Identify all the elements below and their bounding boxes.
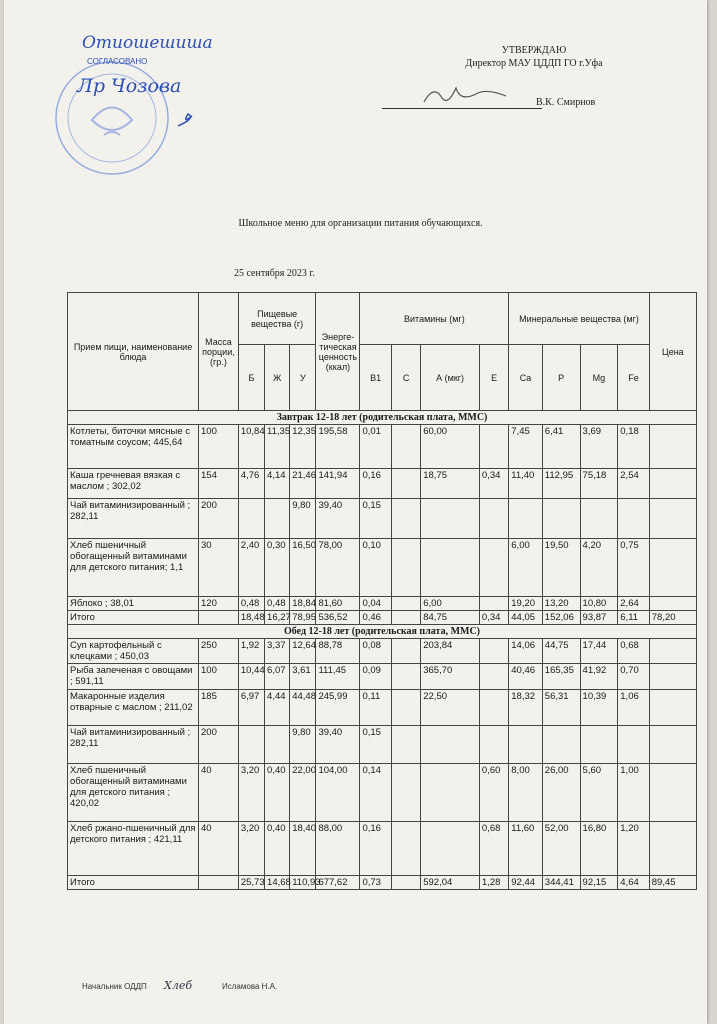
table-cell xyxy=(391,822,420,876)
table-cell xyxy=(479,539,508,597)
table-cell: 52,00 xyxy=(542,822,580,876)
table-cell: 3,61 xyxy=(290,664,316,690)
table-cell xyxy=(649,539,696,597)
table-row xyxy=(68,822,697,876)
table-cell xyxy=(238,499,264,539)
table-cell xyxy=(265,726,290,764)
table-cell: 4,14 xyxy=(265,469,290,499)
table-cell xyxy=(421,726,480,764)
table-cell: 40 xyxy=(199,764,239,822)
menu-table-body xyxy=(68,411,697,890)
dish-name: Каша гречневая вязкая с маслом ; 302,02 xyxy=(68,469,199,499)
table-cell: 0,75 xyxy=(618,539,649,597)
table-cell: 365,70 xyxy=(421,664,480,690)
table-cell: 0,68 xyxy=(479,822,508,876)
table-cell: 7,45 xyxy=(509,425,543,469)
table-cell: 110,93 xyxy=(290,876,316,890)
header-mass: Масса порции, (гр.) xyxy=(199,293,239,411)
dish-name: Макаронные изделия отварные с маслом ; 211,02 xyxy=(68,690,199,726)
table-cell: 0,15 xyxy=(360,726,391,764)
table-cell: 111,45 xyxy=(316,664,360,690)
table-cell xyxy=(421,822,480,876)
table-cell: 4,44 xyxy=(265,690,290,726)
table-cell xyxy=(391,539,420,597)
footer-signature xyxy=(162,976,202,994)
table-cell: 0,40 xyxy=(265,822,290,876)
table-cell xyxy=(649,764,696,822)
table-cell: 16,80 xyxy=(580,822,618,876)
header-mg: Mg xyxy=(580,345,618,411)
table-cell: 6,00 xyxy=(509,539,543,597)
table-cell: 0,34 xyxy=(479,469,508,499)
table-cell: 0,48 xyxy=(238,597,264,611)
table-cell: 18,32 xyxy=(509,690,543,726)
header-b: Б xyxy=(238,345,264,411)
table-cell: 10,39 xyxy=(580,690,618,726)
table-cell xyxy=(421,499,480,539)
table-cell: 0,73 xyxy=(360,876,391,890)
approval-stamp xyxy=(52,33,213,180)
dish-name: Суп картофельный с клецками ; 450,03 xyxy=(68,639,199,664)
table-cell xyxy=(542,499,580,539)
table-cell: 4,20 xyxy=(580,539,618,597)
table-cell: 19,20 xyxy=(509,597,543,611)
table-cell: 0,40 xyxy=(265,764,290,822)
header-e: Е xyxy=(479,345,508,411)
table-cell: 3,37 xyxy=(265,639,290,664)
table-cell xyxy=(479,499,508,539)
header-fe: Fe xyxy=(618,345,649,411)
table-cell: 344,41 xyxy=(542,876,580,890)
table-cell: 0,01 xyxy=(360,425,391,469)
header-vitamins: Витамины (мг) xyxy=(360,293,509,345)
table-row xyxy=(68,469,697,499)
dish-name: Хлеб пшеничный обогащенный витаминами для детского питания ; 420,02 xyxy=(68,764,199,822)
table-cell: 17,44 xyxy=(580,639,618,664)
dish-name: Чай витаминизированный ; 282,11 xyxy=(68,499,199,539)
table-cell: 100 xyxy=(199,664,239,690)
table-cell xyxy=(391,876,420,890)
table-cell: 5,60 xyxy=(580,764,618,822)
table-cell: 88,00 xyxy=(316,822,360,876)
table-cell: 200 xyxy=(199,726,239,764)
table-cell: 78,20 xyxy=(649,611,696,625)
table-cell: 11,35 xyxy=(265,425,290,469)
table-cell: 26,00 xyxy=(542,764,580,822)
section-row xyxy=(68,411,697,425)
table-cell: 0,08 xyxy=(360,639,391,664)
dish-name: Итого xyxy=(68,876,199,890)
dish-name: Хлеб ржано-пшеничный для детского питания ; 421,11 xyxy=(68,822,199,876)
table-cell xyxy=(649,639,696,664)
table-cell: 22,00 xyxy=(290,764,316,822)
table-cell: 12,35 xyxy=(290,425,316,469)
approval-position: Директор МАУ ЦДДП ГО г.Уфа xyxy=(465,58,603,69)
table-cell: 92,44 xyxy=(509,876,543,890)
page-title: Школьное меню для организации питания обучающихся. xyxy=(238,218,483,229)
table-cell: 6,97 xyxy=(238,690,264,726)
table-cell: 16,27 xyxy=(265,611,290,625)
table-cell xyxy=(649,425,696,469)
header-price: Цена xyxy=(649,293,696,411)
table-cell: 9,80 xyxy=(290,726,316,764)
table-cell xyxy=(479,726,508,764)
table-cell: 40 xyxy=(199,822,239,876)
table-cell: 104,00 xyxy=(316,764,360,822)
table-cell xyxy=(649,726,696,764)
table-cell: 92,15 xyxy=(580,876,618,890)
table-cell: 154 xyxy=(199,469,239,499)
table-row xyxy=(68,690,697,726)
table-cell: 0,10 xyxy=(360,539,391,597)
table-cell: 0,16 xyxy=(360,469,391,499)
table-cell: 3,20 xyxy=(238,764,264,822)
table-cell xyxy=(580,499,618,539)
table-cell xyxy=(391,664,420,690)
svg-text:Лр Чозова: Лр Чозова xyxy=(77,75,182,97)
footer-position: Начальник ОДДП xyxy=(82,982,147,991)
table-cell: 1,28 xyxy=(479,876,508,890)
table-cell xyxy=(199,611,239,625)
table-cell: 0,14 xyxy=(360,764,391,822)
document-page xyxy=(4,0,707,1024)
table-cell: 14,68 xyxy=(265,876,290,890)
table-cell: 56,31 xyxy=(542,690,580,726)
table-cell: 2,54 xyxy=(618,469,649,499)
table-cell: 0,15 xyxy=(360,499,391,539)
header-energy: Энерге-тическая ценность (ккал) xyxy=(316,293,360,411)
table-cell: 2,40 xyxy=(238,539,264,597)
table-cell: 10,44 xyxy=(238,664,264,690)
table-cell xyxy=(238,726,264,764)
svg-text:Хлеб: Хлеб xyxy=(164,979,193,992)
table-cell: 250 xyxy=(199,639,239,664)
table-cell: 100 xyxy=(199,425,239,469)
table-row xyxy=(68,611,697,625)
table-cell: 536,52 xyxy=(316,611,360,625)
table-cell: 245,99 xyxy=(316,690,360,726)
approval-heading: УТВЕРЖДАЮ xyxy=(501,45,567,56)
table-cell: 0,34 xyxy=(479,611,508,625)
table-cell xyxy=(421,764,480,822)
table-cell: 84,75 xyxy=(421,611,480,625)
dish-name: Котлеты, биточки мясные с томатным соусом; 445,64 xyxy=(68,425,199,469)
table-cell xyxy=(479,425,508,469)
table-cell: 3,20 xyxy=(238,822,264,876)
table-cell: 75,18 xyxy=(580,469,618,499)
table-cell xyxy=(580,726,618,764)
table-cell: 3,69 xyxy=(580,425,618,469)
table-cell: 44,05 xyxy=(509,611,543,625)
table-cell: 22,50 xyxy=(421,690,480,726)
table-cell xyxy=(479,690,508,726)
header-p: P xyxy=(542,345,580,411)
section-title: Обед 12-18 лет (родительская плата, ММС) xyxy=(68,625,697,639)
table-row xyxy=(68,425,697,469)
table-row xyxy=(68,539,697,597)
table-row xyxy=(68,639,697,664)
table-cell: 14,06 xyxy=(509,639,543,664)
table-cell: 0,48 xyxy=(265,597,290,611)
section-row xyxy=(68,625,697,639)
table-cell: 0,11 xyxy=(360,690,391,726)
dish-name: Яблоко ; 38,01 xyxy=(68,597,199,611)
approval-block xyxy=(424,44,644,108)
table-cell xyxy=(649,499,696,539)
table-cell: 2,64 xyxy=(618,597,649,611)
table-cell: 0,16 xyxy=(360,822,391,876)
table-cell: 18,40 xyxy=(290,822,316,876)
table-cell: 200 xyxy=(199,499,239,539)
table-cell: 10,84 xyxy=(238,425,264,469)
table-cell: 6,41 xyxy=(542,425,580,469)
menu-date: 25 сентября 2023 г. xyxy=(234,268,315,279)
table-cell: 44,48 xyxy=(290,690,316,726)
table-cell: 81,60 xyxy=(316,597,360,611)
table-cell: 39,40 xyxy=(316,499,360,539)
table-row xyxy=(68,726,697,764)
table-cell: 11,40 xyxy=(509,469,543,499)
table-cell xyxy=(649,822,696,876)
table-cell xyxy=(391,597,420,611)
dish-name: Рыба запеченая с овощами ; 591,11 xyxy=(68,664,199,690)
table-row xyxy=(68,597,697,611)
table-cell: 19,50 xyxy=(542,539,580,597)
svg-text:СОГЛАСОВАНО: СОГЛАСОВАНО xyxy=(87,57,148,66)
dish-name: Итого xyxy=(68,611,199,625)
table-cell: 4,76 xyxy=(238,469,264,499)
header-b1: В1 xyxy=(360,345,391,411)
table-cell: 6,07 xyxy=(265,664,290,690)
table-cell xyxy=(391,469,420,499)
table-cell xyxy=(649,690,696,726)
table-row xyxy=(68,764,697,822)
table-cell xyxy=(618,726,649,764)
table-cell xyxy=(391,726,420,764)
table-cell xyxy=(265,499,290,539)
table-row xyxy=(68,664,697,690)
table-cell xyxy=(649,664,696,690)
table-cell: 12,64 xyxy=(290,639,316,664)
table-cell xyxy=(199,876,239,890)
table-cell: 120 xyxy=(199,597,239,611)
table-cell: 6,00 xyxy=(421,597,480,611)
table-cell: 18,48 xyxy=(238,611,264,625)
menu-table xyxy=(67,292,697,890)
table-cell: 152,06 xyxy=(542,611,580,625)
table-cell: 30 xyxy=(199,539,239,597)
table-cell: 78,00 xyxy=(316,539,360,597)
header-zh: Ж xyxy=(265,345,290,411)
table-cell: 1,06 xyxy=(618,690,649,726)
table-cell: 41,92 xyxy=(580,664,618,690)
table-cell: 0,70 xyxy=(618,664,649,690)
table-cell xyxy=(649,597,696,611)
table-cell xyxy=(479,639,508,664)
table-cell: 16,50 xyxy=(290,539,316,597)
table-cell: 1,00 xyxy=(618,764,649,822)
table-cell: 18,75 xyxy=(421,469,480,499)
table-cell: 112,95 xyxy=(542,469,580,499)
table-cell: 60,00 xyxy=(421,425,480,469)
table-cell: 165,35 xyxy=(542,664,580,690)
table-cell: 6,11 xyxy=(618,611,649,625)
table-cell xyxy=(391,499,420,539)
table-cell: 40,46 xyxy=(509,664,543,690)
table-cell: 9,80 xyxy=(290,499,316,539)
table-cell xyxy=(391,611,420,625)
footer-name: Исламова Н.А. xyxy=(222,982,278,991)
table-cell: 44,75 xyxy=(542,639,580,664)
table-cell xyxy=(391,639,420,664)
dish-name: Чай витаминизированный ; 282,11 xyxy=(68,726,199,764)
header-ca: Ca xyxy=(509,345,543,411)
table-cell: 0,04 xyxy=(360,597,391,611)
table-cell: 0,46 xyxy=(360,611,391,625)
header-minerals: Минеральные вещества (мг) xyxy=(509,293,649,345)
signature-line xyxy=(382,108,542,109)
table-cell: 11,60 xyxy=(509,822,543,876)
header-a: А (мкг) xyxy=(421,345,480,411)
approval-signer: В.К. Смирнов xyxy=(536,97,596,108)
table-cell xyxy=(618,499,649,539)
table-cell: 0,60 xyxy=(479,764,508,822)
table-cell: 78,95 xyxy=(290,611,316,625)
table-cell: 203,84 xyxy=(421,639,480,664)
table-cell xyxy=(479,664,508,690)
header-c: С xyxy=(391,345,420,411)
table-row xyxy=(68,499,697,539)
table-cell: 21,46 xyxy=(290,469,316,499)
table-cell: 1,20 xyxy=(618,822,649,876)
section-title: Завтрак 12-18 лет (родительская плата, ММС) xyxy=(68,411,697,425)
table-cell: 0,18 xyxy=(618,425,649,469)
table-cell: 13,20 xyxy=(542,597,580,611)
table-cell xyxy=(391,764,420,822)
table-cell: 25,73 xyxy=(238,876,264,890)
header-u: У xyxy=(290,345,316,411)
table-cell: 141,94 xyxy=(316,469,360,499)
table-cell xyxy=(421,539,480,597)
table-cell: 0,30 xyxy=(265,539,290,597)
dish-name: Хлеб пшеничный обогащенный витаминами для детского питания; 1,1 xyxy=(68,539,199,597)
table-cell: 39,40 xyxy=(316,726,360,764)
table-cell: 18,84 xyxy=(290,597,316,611)
table-cell: 592,04 xyxy=(421,876,480,890)
table-cell xyxy=(542,726,580,764)
table-cell: 4,64 xyxy=(618,876,649,890)
table-cell: 1,92 xyxy=(238,639,264,664)
table-cell: 677,62 xyxy=(316,876,360,890)
table-cell: 89,45 xyxy=(649,876,696,890)
table-cell: 10,80 xyxy=(580,597,618,611)
table-cell xyxy=(391,690,420,726)
table-cell xyxy=(509,499,543,539)
svg-text:Отиошешиша: Отиошешиша xyxy=(82,33,213,53)
header-nutrients: Пищевые вещества (г) xyxy=(238,293,316,345)
table-cell xyxy=(479,597,508,611)
table-cell: 195,58 xyxy=(316,425,360,469)
table-cell: 93,87 xyxy=(580,611,618,625)
table-cell xyxy=(509,726,543,764)
table-row xyxy=(68,876,697,890)
table-cell: 8,00 xyxy=(509,764,543,822)
table-cell xyxy=(649,469,696,499)
table-cell: 185 xyxy=(199,690,239,726)
table-cell: 88,78 xyxy=(316,639,360,664)
header-meal: Прием пищи, наименование блюда xyxy=(68,293,199,411)
table-cell: 0,09 xyxy=(360,664,391,690)
table-cell xyxy=(391,425,420,469)
table-cell: 0,68 xyxy=(618,639,649,664)
